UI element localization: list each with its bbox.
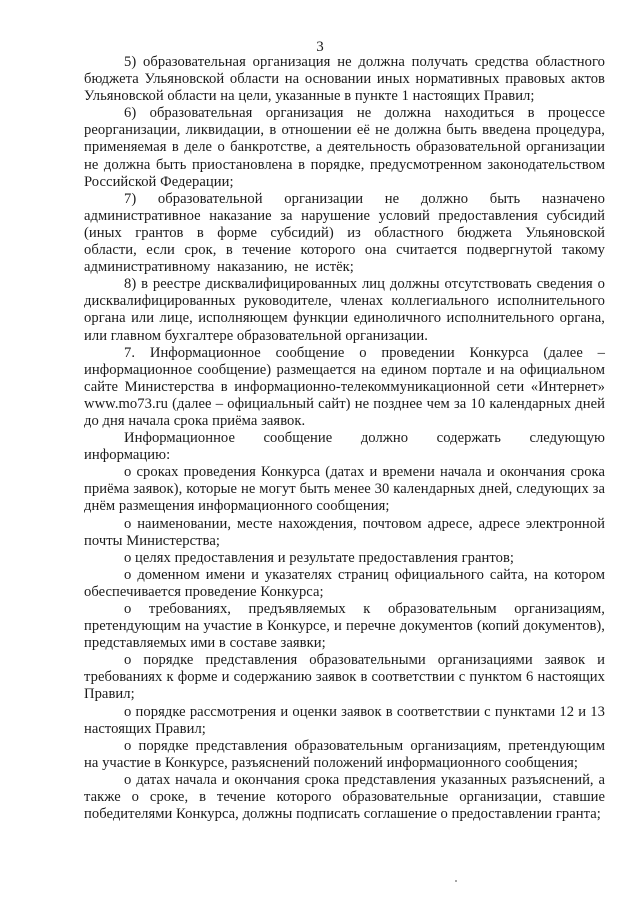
paragraph-item-5: 5) образовательная организация не должна получать средства областного бюджета Ульяновской области на основании иных нормативных правовых актов Ульяновской области на цели, указанные в пункте 1 настоящих Правил;	[84, 54, 605, 105]
page-number: 3	[316, 39, 324, 55]
paragraph-item-8: 8) в реестре дисквалифицированных лиц должны отсутствовать сведения о дисквалифицированных руководителе, членах коллегиального исполнительного органа или лице, исполняющем функции единоличного исполнительного органа, или главном бухгалтере образовательной организации.	[84, 276, 605, 344]
scan-speck	[455, 880, 457, 882]
paragraph-info-deadlines: о сроках проведения Конкурса (датах и времени начала и окончания срока приёма заявок), которые не могут быть менее 30 календарных дней, следующих за днём размещения информационного сообщения;	[84, 464, 605, 515]
paragraph-info-ministry-contacts: о наименовании, месте нахождения, почтовом адресе, адресе электронной почты Министерства;	[84, 515, 605, 549]
paragraph-info-clarifications: о порядке представления образовательным организациям, претендующим на участие в Конкурсе, разъяснений положений информационного сообщения;	[84, 737, 605, 771]
paragraph-info-website: о доменном имени и указателях страниц официального сайта, на котором обеспечивается проведение Конкурса;	[84, 566, 605, 600]
paragraph-item-6: 6) образовательная организация не должна находиться в процессе реорганизации, ликвидации, в отношении её не должна быть введена процедура, применяемая в деле о банкротстве, а деятельность образовательной организации не должна быть приостановлена в порядке, предусмотренном законодательством Российской Федерации;	[84, 105, 605, 190]
paragraph-info-evaluation: о порядке рассмотрения и оценки заявок в соответствии с пунктами 12 и 13 настоящих Правил;	[84, 703, 605, 737]
paragraph-info-clarification-dates: о датах начала и окончания срока представления указанных разъяснений, а также о сроке, в течение которого образовательные организации, ставшие победителями Конкурса, должны подписать соглашение о предоставлении гранта;	[84, 771, 605, 823]
paragraph-info-application-procedure: о порядке представления образовательными организациями заявок и требованиях к форме и содержанию заявок в соответствии с пунктом 6 настоящих Правил;	[84, 652, 605, 703]
paragraph-clause-7: 7. Информационное сообщение о проведении Конкурса (далее – информационное сообщение) размещается на едином портале и на официальном сайте Министерства в информационно-телекоммуникационной сети «Интернет» www.mo73.ru (далее – официальный сайт) не позднее чем за 10 календарных дней до дня начала срока приёма заявок.	[84, 344, 605, 429]
paragraph-info-intro: Информационное сообщение должно содержать следующую информацию:	[84, 430, 605, 464]
paragraph-item-7: 7) образовательной организации не должно быть назначено административное наказание за нарушение условий предоставления субсидий (иных грантов в форме субсидий) из областного бюджета Ульяновской области, если срок, в течение которого она считается подвергнутой такому административному наказанию, не истёк;	[84, 190, 605, 276]
paragraph-info-goals: о целях предоставления и результате предоставления грантов;	[124, 549, 515, 566]
paragraph-info-requirements: о требованиях, предъявляемых к образовательным организациям, претендующим на участие в Конкурсе, и перечне документов (копий документов), представляемых ими в составе заявки;	[84, 601, 605, 652]
document-body	[84, 54, 605, 823]
